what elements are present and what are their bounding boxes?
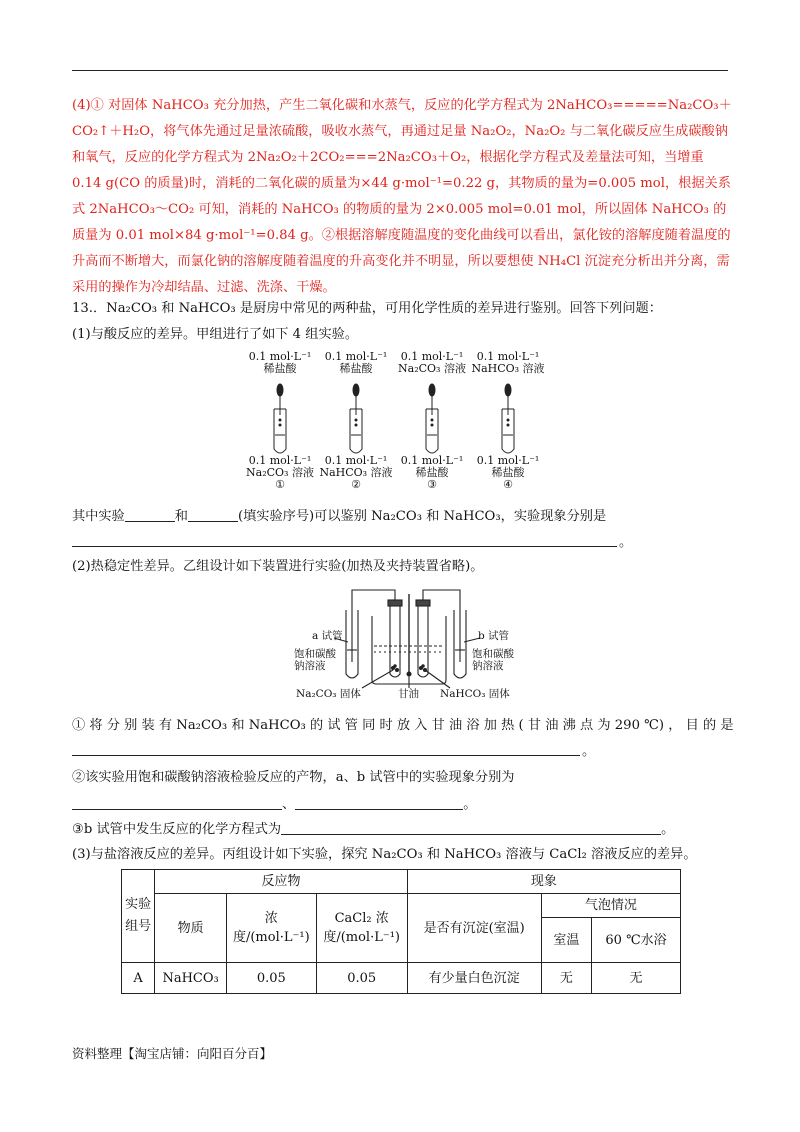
fig1-bottom-label-1: 0.1 mol·L⁻¹ Na₂CO₃ 溶液 ① <box>246 454 314 491</box>
answer-paragraph: (4)① 对固体 NaHCO₃ 充分加热，产生二氧化碳和水蒸气，反应的化学方程式为 2NaHCO₃=====Na₂CO₃＋CO₂↑＋H₂O，将气体先通过足量浓硫酸，吸收水蒸气，再通过足量 Na₂O₂，Na₂O₂ 与二氧化碳反应生成碳酸钠和氧气，反应的化学方程式为 2Na₂O₂＋2CO₂===2Na₂CO₃＋O₂，根据化学方程式及差量法可知，当增重 0.14 g(CO 的质量)时，消耗的二氧化碳的质量为×44 g·mol⁻¹=0.22 g，其物质的量为=0.005 mol，根据关系式 2NaHCO₃～CO₂ 可知，消耗的 NaHCO₃ 的物质的量为 2×0.005 mol=0.01 mol，所以固体 NaHCO₃ 的质量为 0.01 mol×84 g·mol⁻¹=0.84 g。②根据溶解度随温度的变化曲线可以看出，氯化铵的溶解度随着温度的升高而不断增大，而氯化钠的溶解度随着温度的升高变化并不明显，所以要想使 NH₄Cl 沉淀充分析出并分离，需采用的操作为冷却结晶、过滤、洗涤、干燥。 <box>72 98 732 295</box>
label-glycerol: 甘油 <box>398 688 419 700</box>
part2-question-1: ① 将 分 别 装 有 Na₂CO₃ 和 NaHCO₃ 的 试 管 同 时 放 入 甘 油 浴 加 热 ( 甘 油 沸 点 为 290 ℃) ， 目 的 是 <box>72 718 734 733</box>
th-conc: 浓度/(mol·L⁻¹) <box>226 894 316 963</box>
dropper-tube-4 <box>502 384 514 453</box>
blank-tube-a[interactable] <box>72 795 282 810</box>
answer-line-phenomena[interactable] <box>72 546 617 547</box>
th-reactants: 反应物 <box>155 870 408 894</box>
label-na2co3-solid: Na₂CO₃ 固体 <box>296 688 361 700</box>
footer-source: 资料整理【淘宝店铺：向阳百分百】 <box>72 1046 273 1061</box>
fig1-bottom-label-3: 0.1 mol·L⁻¹ 稀盐酸 ③ <box>400 454 464 491</box>
question-13-intro: 13.．Na₂CO₃ 和 NaHCO₃ 是厨房中常见的两种盐，可用化学性质的差异进行鉴别。回答下列问题： <box>72 301 662 316</box>
th-bath: 60 ℃水浴 <box>592 918 681 963</box>
label-a-tube: a 试管 <box>312 630 343 642</box>
label-solution-right: 饱和碳酸 钠溶液 <box>472 648 514 672</box>
blank-equation[interactable] <box>281 820 661 835</box>
blank-experiment-2[interactable] <box>188 507 238 522</box>
blank-experiment-1[interactable] <box>125 507 175 522</box>
experiment-table <box>121 869 681 994</box>
answer-line-purpose[interactable] <box>72 755 580 756</box>
th-bubbles: 气泡情况 <box>541 894 680 918</box>
label-nahco3-solid: NaHCO₃ 固体 <box>440 688 510 700</box>
th-group: 实验组号 <box>122 870 155 963</box>
fig2-apparatus <box>290 580 520 704</box>
label-solution-left: 饱和碳酸 钠溶液 <box>294 648 336 672</box>
figure-acid-reaction <box>240 349 560 501</box>
fig1-top-label-2: 0.1 mol·L⁻¹ 稀盐酸 <box>324 350 388 375</box>
part2-heading: (2)热稳定性差异。乙组设计如下装置进行实验(加热及夹持装置省略)。 <box>72 559 484 574</box>
fig1-top-label-3: 0.1 mol·L⁻¹ Na₂CO₃ 溶液 <box>398 350 466 375</box>
part3-heading: (3)与盐溶液反应的差异。丙组设计如下实验，探究 Na₂CO₃ 和 NaHCO₃ 溶液与 CaCl₂ 溶液反应的差异。 <box>72 847 697 862</box>
part2-question-3: ③b 试管中发生反应的化学方程式为 。 <box>72 822 675 837</box>
table-row: A NaHCO₃ 0.05 0.05 有少量白色沉淀 无 无 <box>122 963 681 994</box>
dropper-tube-1 <box>274 384 286 453</box>
dropper-tube-3 <box>426 384 438 453</box>
period: 。 <box>582 744 596 759</box>
th-substance: 物质 <box>155 894 227 963</box>
part1-heading: (1)与酸反应的差异。甲组进行了如下 4 组实验。 <box>72 327 359 342</box>
fig1-bottom-label-4: 0.1 mol·L⁻¹ 稀盐酸 ④ <box>476 454 540 491</box>
fig1-top-label-4: 0.1 mol·L⁻¹ NaHCO₃ 溶液 <box>471 350 545 375</box>
blank-tube-b[interactable] <box>295 795 463 810</box>
part2-answer-row: 、 。 <box>72 795 476 815</box>
answer-explanation <box>72 93 732 301</box>
th-precip: 是否有沉淀(室温) <box>407 894 541 963</box>
period: 。 <box>619 535 633 550</box>
th-cacl2: CaCl₂ 浓度/(mol·L⁻¹) <box>316 894 407 963</box>
fig1-bottom-label-2: 0.1 mol·L⁻¹ NaHCO₃ 溶液 ② <box>319 454 393 491</box>
part1-question: 其中实验 和 (填实验序号)可以鉴别 Na₂CO₃ 和 NaHCO₃，实验现象分别是 <box>72 509 607 524</box>
header-rule <box>72 70 728 71</box>
fig1-top-label-1: 0.1 mol·L⁻¹ 稀盐酸 <box>248 350 312 375</box>
label-b-tube: b 试管 <box>478 630 510 642</box>
part2-question-2: ②该实验用饱和碳酸钠溶液检验反应的产物，a、b 试管中的实验现象分别为 <box>72 770 515 785</box>
figure-thermal-stability <box>290 580 520 704</box>
th-phenomena: 现象 <box>407 870 680 894</box>
dropper-tube-2 <box>350 384 362 453</box>
th-room: 室温 <box>541 918 591 963</box>
